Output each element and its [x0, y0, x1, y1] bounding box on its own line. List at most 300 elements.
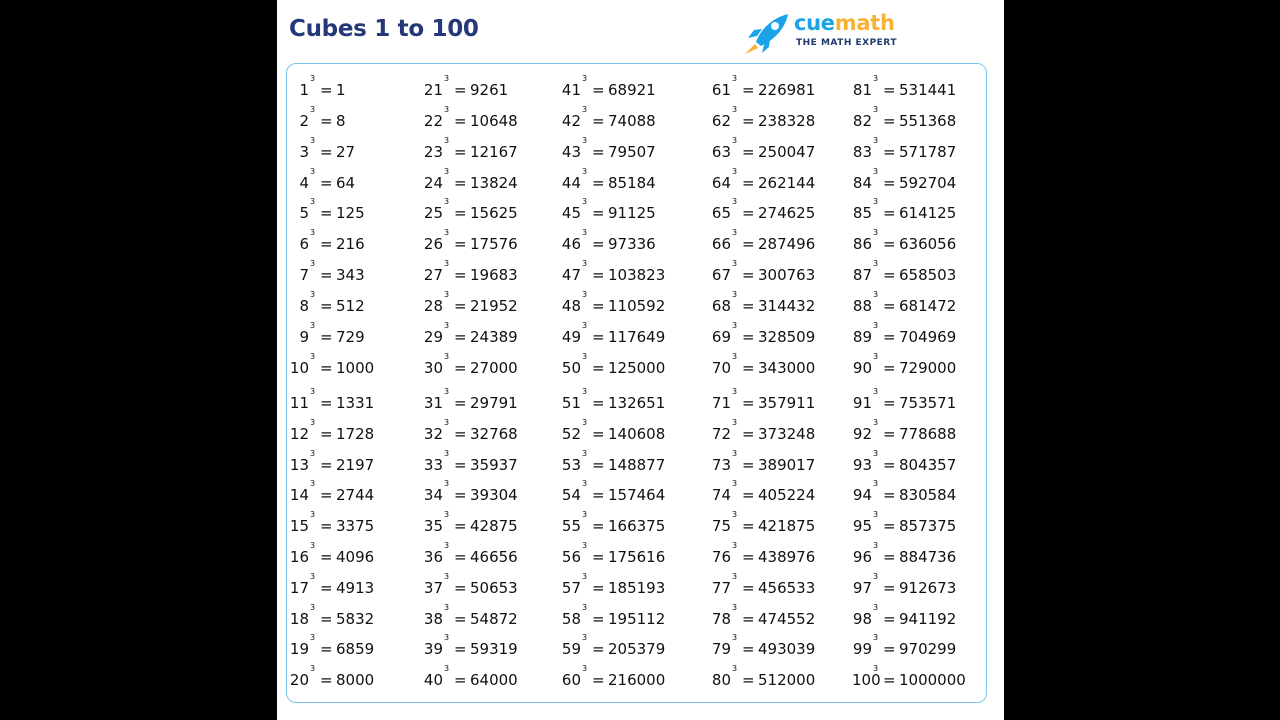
- cube-exponent: 3: [310, 572, 316, 581]
- cube-entry: [289, 450, 419, 478]
- equals-sign: =: [883, 328, 896, 346]
- cube-entry: [561, 229, 691, 257]
- cube-entry: [289, 137, 419, 165]
- cube-base: 67: [711, 266, 731, 284]
- cube-value: 512000: [758, 671, 816, 689]
- cube-entry: [289, 511, 419, 539]
- cube-exponent: 3: [310, 105, 316, 114]
- cube-entry: [289, 573, 419, 601]
- cube-value: 1000: [336, 359, 375, 377]
- cube-base: 9: [299, 328, 309, 346]
- cube-base: 97: [852, 579, 872, 597]
- cube-exponent: 3: [444, 228, 450, 237]
- cube-exponent: 3: [873, 572, 879, 581]
- equals-sign: =: [742, 640, 755, 658]
- cube-entry: [852, 137, 982, 165]
- cube-exponent: 3: [582, 603, 588, 612]
- cube-exponent: 3: [732, 290, 738, 299]
- cube-exponent: 3: [873, 228, 879, 237]
- cube-value: 9261: [470, 81, 509, 99]
- cube-exponent: 3: [873, 479, 879, 488]
- cube-exponent: 3: [444, 74, 450, 83]
- cube-entry: [289, 322, 419, 350]
- cube-exponent: 3: [444, 479, 450, 488]
- cube-base: 82: [852, 112, 872, 130]
- cube-base: 5: [299, 204, 309, 222]
- cube-entry: [711, 388, 841, 416]
- cube-value: 681472: [899, 297, 957, 315]
- equals-sign: =: [742, 425, 755, 443]
- cube-exponent: 3: [582, 228, 588, 237]
- cube-exponent: 3: [732, 572, 738, 581]
- equals-sign: =: [320, 235, 333, 253]
- cube-base: 96: [852, 548, 872, 566]
- equals-sign: =: [320, 174, 333, 192]
- cube-base: 33: [423, 456, 443, 474]
- cube-base: 4: [299, 174, 309, 192]
- cube-value: 19683: [470, 266, 518, 284]
- cube-entry: [711, 137, 841, 165]
- equals-sign: =: [454, 640, 467, 658]
- cube-value: 74088: [608, 112, 656, 130]
- cube-value: 2744: [336, 486, 375, 504]
- cube-base: 63: [711, 143, 731, 161]
- equals-sign: =: [742, 112, 755, 130]
- cube-entry: [289, 419, 419, 447]
- cube-base: 81: [852, 81, 872, 99]
- cube-value: 636056: [899, 235, 957, 253]
- cube-value: 64000: [470, 671, 518, 689]
- cube-exponent: 3: [732, 541, 738, 550]
- cube-base: 88: [852, 297, 872, 315]
- cube-value: 1728: [336, 425, 375, 443]
- equals-sign: =: [742, 81, 755, 99]
- cube-entry: [423, 106, 553, 134]
- equals-sign: =: [454, 204, 467, 222]
- cube-entry: [711, 106, 841, 134]
- equals-sign: =: [454, 297, 467, 315]
- cube-value: 456533: [758, 579, 816, 597]
- brand-math: math: [834, 11, 895, 35]
- cube-base: 68: [711, 297, 731, 315]
- brand-tagline: THE MATH EXPERT: [796, 38, 897, 48]
- cube-value: 704969: [899, 328, 957, 346]
- cube-exponent: 3: [873, 259, 879, 268]
- cube-exponent: 3: [582, 136, 588, 145]
- cube-base: 38: [423, 610, 443, 628]
- cube-exponent: 3: [444, 352, 450, 361]
- cube-entry: [423, 419, 553, 447]
- cube-exponent: 3: [582, 290, 588, 299]
- equals-sign: =: [883, 394, 896, 412]
- cube-base: 59: [561, 640, 581, 658]
- rocket-icon: [742, 8, 792, 56]
- cube-entry: [852, 419, 982, 447]
- cube-entry: [423, 634, 553, 662]
- equals-sign: =: [883, 517, 896, 535]
- cube-entry: [561, 322, 691, 350]
- cube-base: 3: [299, 143, 309, 161]
- cube-exponent: 3: [873, 633, 879, 642]
- cube-base: 52: [561, 425, 581, 443]
- equals-sign: =: [592, 235, 605, 253]
- equals-sign: =: [742, 328, 755, 346]
- cube-entry: [711, 604, 841, 632]
- cube-base: 44: [561, 174, 581, 192]
- cube-exponent: 3: [582, 352, 588, 361]
- cube-value: 157464: [608, 486, 666, 504]
- equals-sign: =: [742, 359, 755, 377]
- equals-sign: =: [883, 671, 896, 689]
- cube-base: 74: [711, 486, 731, 504]
- cube-base: 51: [561, 394, 581, 412]
- cube-exponent: 3: [310, 603, 316, 612]
- cube-value: 493039: [758, 640, 816, 658]
- cube-value: 2197: [336, 456, 375, 474]
- cube-value: 59319: [470, 640, 518, 658]
- equals-sign: =: [883, 610, 896, 628]
- cube-base: 90: [852, 359, 872, 377]
- cube-entry: [289, 229, 419, 257]
- cube-exponent: 3: [310, 290, 316, 299]
- cube-value: 531441: [899, 81, 957, 99]
- equals-sign: =: [454, 486, 467, 504]
- cube-entry: [423, 665, 553, 693]
- cube-entry: [711, 542, 841, 570]
- cube-value: 1331: [336, 394, 375, 412]
- cube-base: 28: [423, 297, 443, 315]
- equals-sign: =: [742, 579, 755, 597]
- cube-base: 13: [289, 456, 309, 474]
- cube-value: 117649: [608, 328, 666, 346]
- cube-base: 26: [423, 235, 443, 253]
- cube-value: 205379: [608, 640, 666, 658]
- cubes-column: [852, 64, 982, 702]
- cube-entry: [423, 480, 553, 508]
- equals-sign: =: [592, 112, 605, 130]
- cube-entry: [289, 542, 419, 570]
- cube-base: 92: [852, 425, 872, 443]
- equals-sign: =: [320, 204, 333, 222]
- equals-sign: =: [742, 297, 755, 315]
- cube-entry: [423, 75, 553, 103]
- cube-base: 32: [423, 425, 443, 443]
- cube-entry: [852, 573, 982, 601]
- cube-exponent: 3: [310, 387, 316, 396]
- cube-entry: [852, 106, 982, 134]
- cube-entry: [561, 480, 691, 508]
- cube-base: 35: [423, 517, 443, 535]
- cube-value: 474552: [758, 610, 816, 628]
- equals-sign: =: [883, 266, 896, 284]
- cube-exponent: 3: [732, 510, 738, 519]
- cube-exponent: 3: [873, 418, 879, 427]
- cube-base: 75: [711, 517, 731, 535]
- equals-sign: =: [742, 143, 755, 161]
- cube-exponent: 3: [310, 74, 316, 83]
- cube-base: 94: [852, 486, 872, 504]
- equals-sign: =: [320, 143, 333, 161]
- cube-entry: [561, 198, 691, 226]
- cube-base: 47: [561, 266, 581, 284]
- cube-exponent: 3: [732, 418, 738, 427]
- cube-value: 941192: [899, 610, 957, 628]
- cube-value: 50653: [470, 579, 518, 597]
- cube-base: 16: [289, 548, 309, 566]
- cube-exponent: 3: [310, 510, 316, 519]
- cube-base: 31: [423, 394, 443, 412]
- cube-entry: [711, 198, 841, 226]
- cube-entry: [423, 353, 553, 381]
- cube-base: 83: [852, 143, 872, 161]
- cube-entry: [711, 353, 841, 381]
- cube-entry: [561, 573, 691, 601]
- cube-entry: [289, 634, 419, 662]
- equals-sign: =: [742, 266, 755, 284]
- equals-sign: =: [454, 112, 467, 130]
- equals-sign: =: [883, 579, 896, 597]
- equals-sign: =: [883, 359, 896, 377]
- cube-value: 140608: [608, 425, 666, 443]
- cube-entry: [289, 353, 419, 381]
- cubes-table: [286, 63, 987, 703]
- cube-exponent: 3: [444, 321, 450, 330]
- cube-base: 29: [423, 328, 443, 346]
- infographic-card: [277, 0, 1004, 720]
- cube-entry: [423, 260, 553, 288]
- cube-value: 21952: [470, 297, 518, 315]
- cube-entry: [423, 542, 553, 570]
- equals-sign: =: [883, 235, 896, 253]
- cube-entry: [561, 106, 691, 134]
- equals-sign: =: [883, 425, 896, 443]
- cube-base: 79: [711, 640, 731, 658]
- cube-exponent: 3: [873, 74, 879, 83]
- cube-exponent: 3: [582, 74, 588, 83]
- cube-entry: [852, 353, 982, 381]
- cube-base: 72: [711, 425, 731, 443]
- cube-exponent: 3: [444, 197, 450, 206]
- cube-value: 91125: [608, 204, 656, 222]
- equals-sign: =: [454, 456, 467, 474]
- brand-wordmark: [794, 11, 895, 35]
- cube-base: 22: [423, 112, 443, 130]
- cube-value: 250047: [758, 143, 816, 161]
- cube-entry: [561, 450, 691, 478]
- equals-sign: =: [320, 610, 333, 628]
- cube-exponent: 3: [873, 664, 879, 673]
- cube-base: 19: [289, 640, 309, 658]
- cube-value: 343000: [758, 359, 816, 377]
- cube-value: 373248: [758, 425, 816, 443]
- cube-base: 11: [289, 394, 309, 412]
- cube-value: 614125: [899, 204, 957, 222]
- cube-base: 80: [711, 671, 731, 689]
- cube-exponent: 3: [444, 167, 450, 176]
- equals-sign: =: [592, 204, 605, 222]
- cube-exponent: 3: [310, 321, 316, 330]
- cube-exponent: 3: [732, 603, 738, 612]
- cube-value: 778688: [899, 425, 957, 443]
- cube-value: 85184: [608, 174, 656, 192]
- equals-sign: =: [592, 548, 605, 566]
- equals-sign: =: [883, 640, 896, 658]
- cube-base: 86: [852, 235, 872, 253]
- cube-base: 55: [561, 517, 581, 535]
- cube-value: 389017: [758, 456, 816, 474]
- cube-entry: [852, 291, 982, 319]
- cube-entry: [561, 168, 691, 196]
- equals-sign: =: [592, 143, 605, 161]
- cube-base: 20: [289, 671, 309, 689]
- cube-entry: [561, 542, 691, 570]
- cube-exponent: 3: [310, 418, 316, 427]
- cube-base: 46: [561, 235, 581, 253]
- cube-exponent: 3: [582, 572, 588, 581]
- cube-base: 62: [711, 112, 731, 130]
- cube-exponent: 3: [582, 418, 588, 427]
- cube-value: 300763: [758, 266, 816, 284]
- equals-sign: =: [592, 266, 605, 284]
- cube-value: 216000: [608, 671, 666, 689]
- equals-sign: =: [592, 579, 605, 597]
- equals-sign: =: [320, 579, 333, 597]
- equals-sign: =: [320, 640, 333, 658]
- equals-sign: =: [454, 579, 467, 597]
- cube-exponent: 3: [873, 197, 879, 206]
- equals-sign: =: [592, 486, 605, 504]
- equals-sign: =: [742, 456, 755, 474]
- cube-entry: [711, 665, 841, 693]
- cube-base: 24: [423, 174, 443, 192]
- equals-sign: =: [454, 610, 467, 628]
- cube-exponent: 3: [732, 228, 738, 237]
- cube-base: 17: [289, 579, 309, 597]
- cube-entry: [852, 634, 982, 662]
- equals-sign: =: [454, 174, 467, 192]
- equals-sign: =: [320, 394, 333, 412]
- cube-value: 35937: [470, 456, 518, 474]
- cube-entry: [289, 168, 419, 196]
- cube-exponent: 3: [582, 541, 588, 550]
- cube-exponent: 3: [873, 105, 879, 114]
- cube-exponent: 3: [582, 105, 588, 114]
- cube-exponent: 3: [732, 352, 738, 361]
- cube-base: 27: [423, 266, 443, 284]
- cube-exponent: 3: [582, 633, 588, 642]
- cube-exponent: 3: [444, 418, 450, 427]
- cube-exponent: 3: [582, 321, 588, 330]
- cube-base: 37: [423, 579, 443, 597]
- cube-entry: [561, 604, 691, 632]
- cube-exponent: 3: [732, 136, 738, 145]
- cube-entry: [289, 260, 419, 288]
- equals-sign: =: [320, 81, 333, 99]
- cube-base: 60: [561, 671, 581, 689]
- cube-base: 36: [423, 548, 443, 566]
- cube-value: 148877: [608, 456, 666, 474]
- cube-exponent: 3: [582, 387, 588, 396]
- cube-base: 39: [423, 640, 443, 658]
- cube-value: 79507: [608, 143, 656, 161]
- cube-exponent: 3: [873, 541, 879, 550]
- cube-exponent: 3: [732, 321, 738, 330]
- cube-base: 18: [289, 610, 309, 628]
- cube-base: 54: [561, 486, 581, 504]
- cube-entry: [711, 229, 841, 257]
- cube-base: 34: [423, 486, 443, 504]
- cube-entry: [852, 75, 982, 103]
- cube-exponent: 3: [873, 449, 879, 458]
- equals-sign: =: [454, 359, 467, 377]
- cube-value: 54872: [470, 610, 518, 628]
- equals-sign: =: [320, 671, 333, 689]
- cube-base: 1: [299, 81, 309, 99]
- cube-value: 216: [336, 235, 365, 253]
- cube-value: 64: [336, 174, 356, 192]
- cube-base: 48: [561, 297, 581, 315]
- cube-base: 30: [423, 359, 443, 377]
- cube-value: 32768: [470, 425, 518, 443]
- cube-value: 125: [336, 204, 365, 222]
- cube-entry: [852, 480, 982, 508]
- equals-sign: =: [320, 486, 333, 504]
- cube-base: 23: [423, 143, 443, 161]
- cube-base: 14: [289, 486, 309, 504]
- cube-exponent: 3: [444, 449, 450, 458]
- cube-value: 551368: [899, 112, 957, 130]
- cube-base: 7: [299, 266, 309, 284]
- cube-entry: [423, 388, 553, 416]
- cube-base: 100: [852, 671, 881, 689]
- cube-value: 753571: [899, 394, 957, 412]
- cube-entry: [711, 450, 841, 478]
- cube-entry: [289, 291, 419, 319]
- cube-value: 438976: [758, 548, 816, 566]
- cube-entry: [711, 419, 841, 447]
- cube-value: 125000: [608, 359, 666, 377]
- cube-exponent: 3: [873, 136, 879, 145]
- cube-exponent: 3: [873, 603, 879, 612]
- cube-entry: [852, 260, 982, 288]
- cube-entry: [423, 198, 553, 226]
- equals-sign: =: [320, 456, 333, 474]
- cube-value: 343: [336, 266, 365, 284]
- cube-exponent: 3: [873, 387, 879, 396]
- cube-entry: [561, 665, 691, 693]
- cube-base: 91: [852, 394, 872, 412]
- cube-base: 58: [561, 610, 581, 628]
- cuemath-logo: [742, 8, 902, 56]
- equals-sign: =: [320, 517, 333, 535]
- cube-value: 884736: [899, 548, 957, 566]
- equals-sign: =: [883, 204, 896, 222]
- equals-sign: =: [742, 486, 755, 504]
- equals-sign: =: [883, 174, 896, 192]
- equals-sign: =: [454, 517, 467, 535]
- equals-sign: =: [592, 394, 605, 412]
- cube-entry: [289, 604, 419, 632]
- cube-entry: [289, 665, 419, 693]
- cube-exponent: 3: [310, 352, 316, 361]
- cube-entry: [711, 291, 841, 319]
- cube-entry: [289, 198, 419, 226]
- equals-sign: =: [742, 671, 755, 689]
- cube-exponent: 3: [732, 633, 738, 642]
- cube-entry: [711, 260, 841, 288]
- cube-value: 4096: [336, 548, 375, 566]
- cube-value: 12167: [470, 143, 518, 161]
